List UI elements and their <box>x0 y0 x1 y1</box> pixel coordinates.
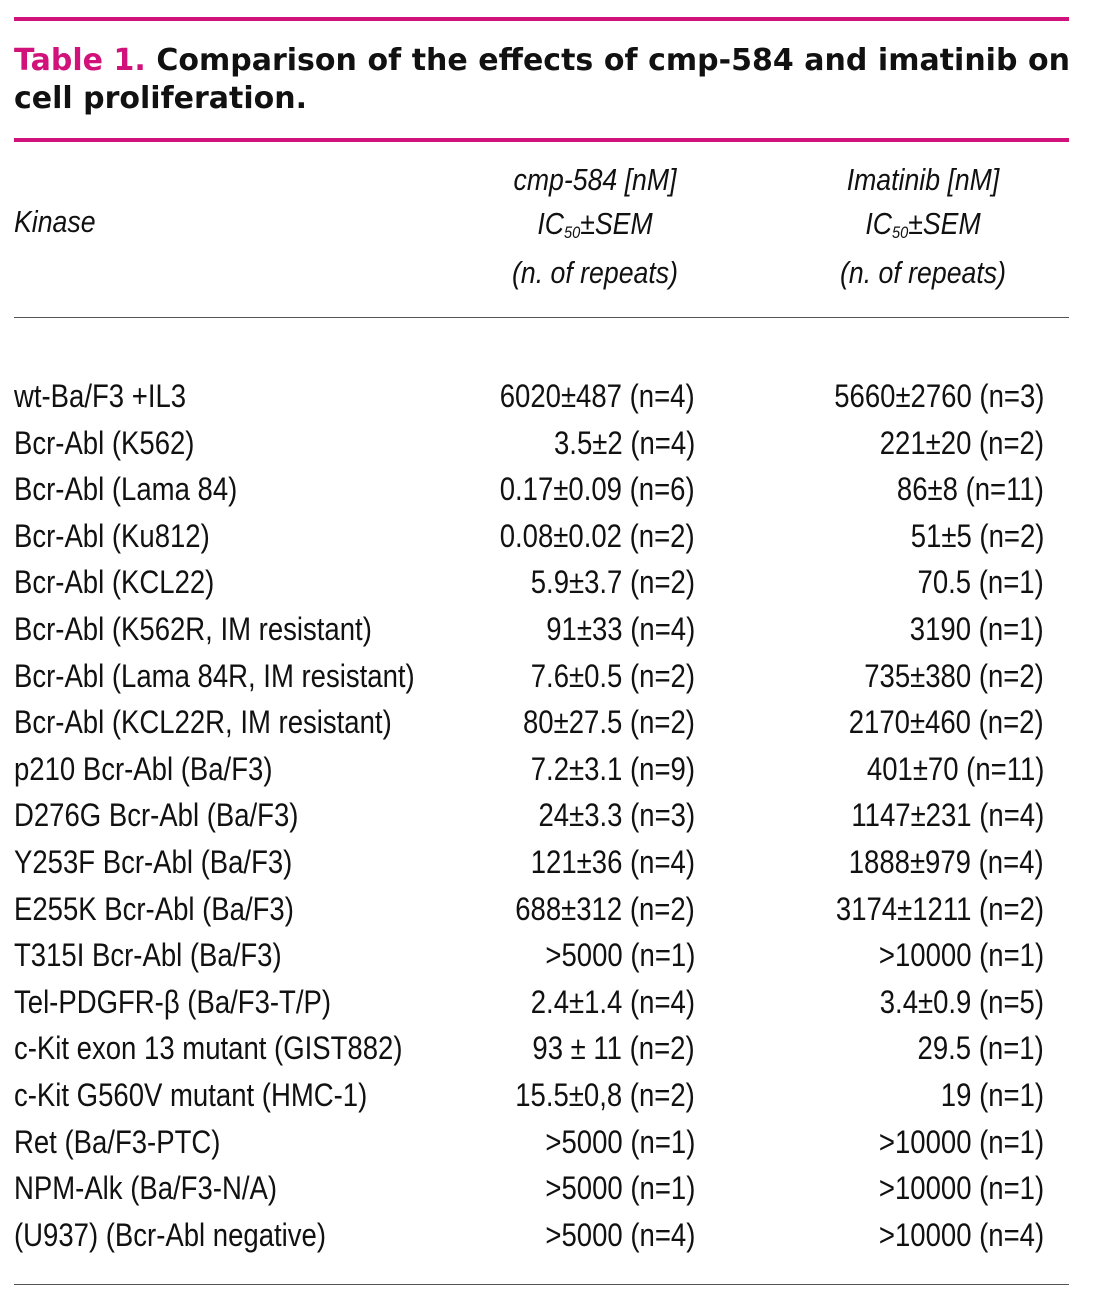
table-row <box>0 839 1095 886</box>
table-row <box>0 1072 1095 1119</box>
table-row <box>0 886 1095 933</box>
cell-imatinib: 5660±2760 (n=3) <box>833 378 1044 414</box>
cell-cmp584: 6020±487 (n=4) <box>500 378 695 414</box>
table-row <box>0 653 1095 700</box>
cell-imatinib: 3.4±0.9 (n=5) <box>879 983 1044 1020</box>
table-caption <box>14 42 1070 118</box>
cell-cmp584: 7.6±0.5 (n=2) <box>530 657 695 694</box>
header-imatinib-repeats: (n. of repeats) <box>840 255 1006 290</box>
cell-kinase: c-Kit exon 13 mutant (GIST882) <box>14 1030 403 1067</box>
cell-imatinib: 19 (n=1) <box>940 1076 1044 1113</box>
cell-cmp584: >5000 (n=1) <box>545 1170 695 1207</box>
cell-kinase: wt-Ba/F3 +IL3 <box>14 378 187 414</box>
cell-cmp584: 93 ± 11 (n=2) <box>532 1030 695 1067</box>
cell-kinase: c-Kit G560V mutant (HMC-1) <box>14 1076 368 1113</box>
cell-imatinib: 735±380 (n=2) <box>864 657 1044 694</box>
header-cmp584-repeats: (n. of repeats) <box>512 255 678 290</box>
header-imatinib-unit: Imatinib [nM] <box>846 162 1000 197</box>
cell-imatinib: >10000 (n=1) <box>878 937 1044 974</box>
table-row <box>0 932 1095 979</box>
header-imatinib <box>768 158 1078 295</box>
caption-rule <box>14 138 1069 142</box>
header-rule <box>14 317 1069 318</box>
cell-cmp584: 2.4±1.4 (n=4) <box>530 983 695 1020</box>
cell-imatinib: >10000 (n=4) <box>878 1216 1044 1253</box>
cell-imatinib: 70.5 (n=1) <box>917 564 1044 601</box>
header-imatinib-ic50: $IC_{50}\pm SEM$ <box>865 206 981 242</box>
table-row <box>0 559 1095 606</box>
table-row <box>0 1119 1095 1166</box>
cell-kinase: Y253F Bcr-Abl (Ba/F3) <box>14 843 293 880</box>
cell-imatinib: 29.5 (n=1) <box>917 1030 1044 1067</box>
table-row <box>0 746 1095 793</box>
caption-text: Comparison of the effects of cmp-584 and imatinib on cell proliferation. <box>14 43 1070 116</box>
cell-kinase: p210 Bcr-Abl (Ba/F3) <box>14 750 273 787</box>
cell-kinase: Bcr-Abl (K562R, IM resistant) <box>14 610 372 647</box>
header-cmp584-unit: cmp-584 [nM] <box>513 162 677 197</box>
cell-kinase: Bcr-Abl (Lama 84) <box>14 471 238 508</box>
header-kinase: Kinase <box>14 204 96 239</box>
header-cmp584-ic50: $IC_{50}\pm SEM$ <box>537 206 653 242</box>
cell-cmp584: 91±33 (n=4) <box>546 610 695 647</box>
table-row <box>0 513 1095 560</box>
cell-imatinib: 3174±1211 (n=2) <box>835 890 1044 927</box>
cell-kinase: T315I Bcr-Abl (Ba/F3) <box>14 937 282 974</box>
cell-imatinib: 401±70 (n=11) <box>866 750 1044 787</box>
cell-imatinib: 221±20 (n=2) <box>879 424 1044 461</box>
cell-kinase: Bcr-Abl (KCL22) <box>14 564 215 601</box>
cell-cmp584: 121±36 (n=4) <box>530 843 695 880</box>
table-row <box>0 466 1095 513</box>
table-body <box>0 373 1095 1258</box>
cell-imatinib: 2170±460 (n=2) <box>849 704 1044 741</box>
cell-kinase: Ret (Ba/F3-PTC) <box>14 1123 221 1160</box>
cell-cmp584: 0.08±0.02 (n=2) <box>500 517 695 554</box>
bottom-rule <box>14 1284 1069 1285</box>
cell-imatinib: 3190 (n=1) <box>910 610 1044 647</box>
cell-cmp584: >5000 (n=1) <box>545 937 695 974</box>
table-row <box>0 792 1095 839</box>
cell-imatinib: 51±5 (n=2) <box>910 517 1044 554</box>
cell-kinase: D276G Bcr-Abl (Ba/F3) <box>14 797 299 834</box>
cell-cmp584: 7.2±3.1 (n=9) <box>530 750 695 787</box>
table-row <box>0 420 1095 467</box>
cell-kinase: Bcr-Abl (K562) <box>14 424 195 461</box>
cell-imatinib: 1147±231 (n=4) <box>851 797 1044 834</box>
cell-cmp584: >5000 (n=4) <box>545 1216 695 1253</box>
cell-cmp584: 24±3.3 (n=3) <box>538 797 695 834</box>
cell-kinase: (U937) (Bcr-Abl negative) <box>14 1216 327 1253</box>
header-cmp584 <box>440 158 750 295</box>
table-row <box>0 699 1095 746</box>
cell-imatinib: >10000 (n=1) <box>878 1123 1044 1160</box>
table-row <box>0 979 1095 1026</box>
cell-kinase: Bcr-Abl (KCL22R, IM resistant) <box>14 704 392 741</box>
table-row <box>0 1212 1095 1259</box>
cell-imatinib: 1888±979 (n=4) <box>849 843 1044 880</box>
cell-imatinib: >10000 (n=1) <box>878 1170 1044 1207</box>
cell-imatinib: 86±8 (n=11) <box>897 471 1044 508</box>
cell-kinase: Tel-PDGFR-β (Ba/F3-T/P) <box>14 983 332 1020</box>
cell-cmp584: 80±27.5 (n=2) <box>523 704 695 741</box>
cell-kinase: Bcr-Abl (Lama 84R, IM resistant) <box>14 657 415 694</box>
table-row <box>0 373 1095 420</box>
cell-kinase: NPM-Alk (Ba/F3-N/A) <box>14 1170 277 1207</box>
table-row <box>0 1165 1095 1212</box>
cell-cmp584: 15.5±0,8 (n=2) <box>515 1076 695 1113</box>
cell-kinase: Bcr-Abl (Ku812) <box>14 517 210 554</box>
cell-cmp584: 688±312 (n=2) <box>515 890 695 927</box>
cell-cmp584: 0.17±0.09 (n=6) <box>500 471 695 508</box>
cell-cmp584: >5000 (n=1) <box>545 1123 695 1160</box>
table-row <box>0 606 1095 653</box>
cell-cmp584: 5.9±3.7 (n=2) <box>530 564 695 601</box>
cell-kinase: E255K Bcr-Abl (Ba/F3) <box>14 890 294 927</box>
table-row <box>0 1025 1095 1072</box>
cell-cmp584: 3.5±2 (n=4) <box>553 424 695 461</box>
top-rule <box>14 17 1069 21</box>
caption-label: Table 1. <box>14 43 146 78</box>
